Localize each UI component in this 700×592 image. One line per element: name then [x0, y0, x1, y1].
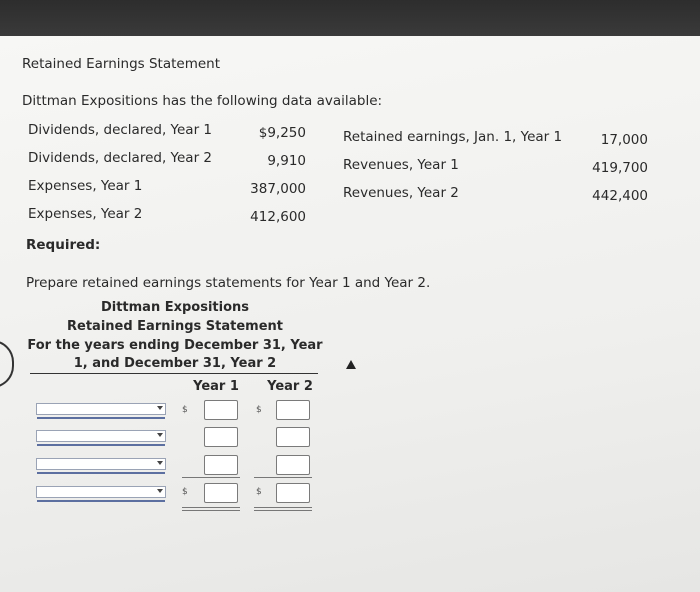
account-select[interactable]	[36, 458, 166, 470]
account-select[interactable]	[36, 430, 166, 442]
amount-input-year1[interactable]	[204, 483, 238, 503]
subtotal-rule	[254, 477, 312, 478]
col-header-year1: Year 1	[193, 379, 239, 394]
instruction-text: Prepare retained earnings statements for Year 1 and Year 2.	[26, 275, 431, 291]
data-value: 9,910	[267, 153, 306, 169]
data-value: 419,700	[592, 160, 648, 176]
intro-text: Dittman Expositions has the following data available:	[22, 93, 383, 109]
statement-name: Retained Earnings Statement	[67, 319, 283, 334]
bracket-mark	[0, 340, 14, 388]
data-label: Revenues, Year 2	[343, 185, 459, 201]
data-label: Expenses, Year 1	[28, 178, 143, 194]
required-label: Required:	[26, 237, 101, 253]
data-value: 387,000	[250, 181, 306, 197]
total-double-rule	[254, 507, 312, 508]
data-label: Retained earnings, Jan. 1, Year 1	[343, 129, 563, 145]
amount-input-year2[interactable]	[276, 400, 310, 420]
subtotal-rule	[182, 477, 240, 478]
data-value: 17,000	[600, 132, 648, 148]
amount-input-year1[interactable]	[204, 455, 238, 475]
dollar-sign: $	[182, 405, 188, 415]
amount-input-year1[interactable]	[204, 427, 238, 447]
chevron-down-icon	[157, 433, 163, 437]
data-label: Dividends, declared, Year 2	[28, 150, 212, 166]
page-title: Retained Earnings Statement	[22, 56, 221, 72]
data-label: Revenues, Year 1	[343, 157, 459, 173]
mouse-cursor	[346, 360, 356, 369]
total-double-rule	[254, 510, 312, 511]
data-label: Dividends, declared, Year 1	[28, 122, 212, 138]
dollar-sign: $	[182, 487, 188, 497]
amount-input-year2[interactable]	[276, 455, 310, 475]
data-value: 412,600	[250, 209, 306, 225]
dollar-sign: $	[256, 405, 262, 415]
amount-input-year1[interactable]	[204, 400, 238, 420]
account-select[interactable]	[36, 403, 166, 415]
chevron-down-icon	[157, 489, 163, 493]
total-double-rule	[182, 510, 240, 511]
page	[0, 36, 700, 592]
account-select[interactable]	[36, 486, 166, 498]
statement-period-line2: 1, and December 31, Year 2	[73, 356, 277, 371]
chevron-down-icon	[157, 461, 163, 465]
amount-input-year2[interactable]	[276, 483, 310, 503]
statement-company: Dittman Expositions	[100, 300, 250, 315]
dollar-sign: $	[256, 487, 262, 497]
data-value: 442,400	[592, 188, 648, 204]
statement-period-line1: For the years ending December 31, Year	[27, 338, 323, 353]
total-double-rule	[182, 507, 240, 508]
header-rule	[30, 373, 318, 374]
chevron-down-icon	[157, 406, 163, 410]
data-label: Expenses, Year 2	[28, 206, 143, 222]
data-value: $9,250	[258, 125, 306, 141]
col-header-year2: Year 2	[267, 379, 313, 394]
amount-input-year2[interactable]	[276, 427, 310, 447]
